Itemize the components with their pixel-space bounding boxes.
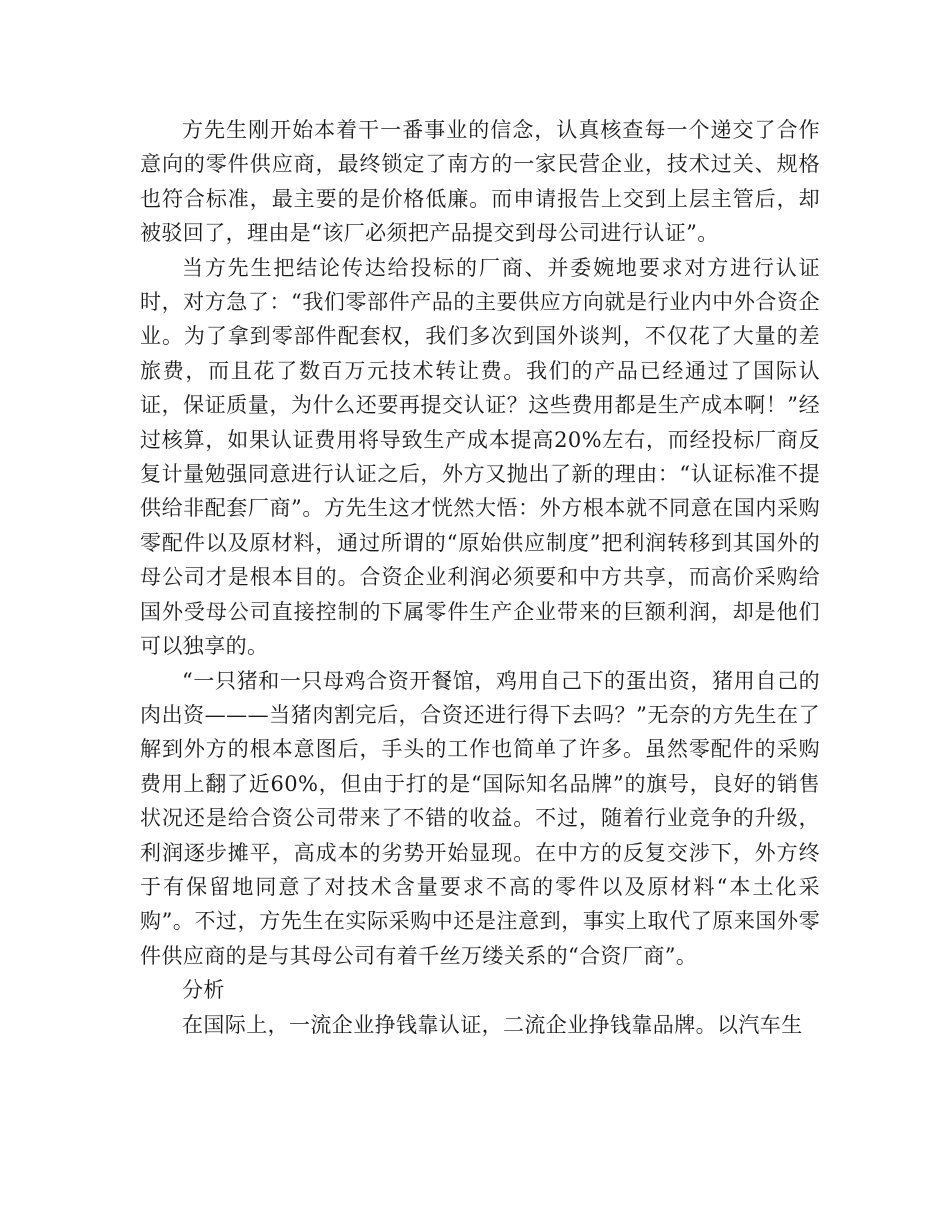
document-page <box>140 113 820 1042</box>
paragraph-certification-dispute: 当方先生把结论传达给投标的厂商、并委婉地要求对方进行认证时，对方急了：“我们零部件产品的主要供应方向就是行业内中外合资企业。为了拿到零部件配套权，我们多次到国外谈判，不仅花了大量的差旅费，而且花了数百万元技术转让费。我们的产品已经通过了国际认证，保证质量，为什么还要再提交认证？这些费用都是生产成本啊！”经过核算，如果认证费用将导致生产成本提高20%左右，而经投标厂商反复计量勉强同意进行认证之后，外方又抛出了新的理由：“认证标准不提供给非配套厂商”。方先生这才恍然大悟：外方根本就不同意在国内采购零配件以及原材料，通过所谓的“原始供应制度”把利润转移到其国外的母公司才是根本目的。合资企业利润必须要和中方共享，而高价采购给国外受母公司直接控制的下属零件生产企业带来的巨额利润，却是他们可以独享的。 <box>140 255 820 659</box>
section-heading-analysis: 分析 <box>182 978 225 1003</box>
paragraph-supplier-selection: 方先生刚开始本着干一番事业的信念，认真核查每一个递交了合作意向的零件供应商，最终锁定了南方的一家民营企业，技术过关、规格也符合标准，最主要的是价格低廉。而申请报告上交到上层主管后，却被驳回了，理由是“该厂必须把产品提交到母公司进行认证”。 <box>140 118 820 246</box>
paragraph-analysis-intro: 在国际上，一流企业挣钱靠认证，二流企业挣钱靠品牌。以汽车生 <box>182 1012 803 1037</box>
paragraph-pig-and-hen-analogy: “一只猪和一只母鸡合资开餐馆，鸡用自己下的蛋出资，猪用自己的肉出资———当猪肉割完后，合资还进行得下去吗？”无奈的方先生在了解到外方的根本意图后，手头的工作也简单了许多。虽然零配件的采购费用上翻了近60%，但由于打的是“国际知名品牌”的旗号，良好的销售状况还是给合资公司带来了不错的收益。不过，随着行业竞争的升级，利润逐步摊平，高成本的劣势开始显现。在中方的反复交涉下，外方终于有保留地同意了对技术含量要求不高的零件以及原材料“本土化采购”。不过，方先生在实际采购中还是注意到，事实上取代了原来国外零件供应商的是与其母公司有着千丝万缕关系的“合资厂商”。 <box>140 668 820 968</box>
